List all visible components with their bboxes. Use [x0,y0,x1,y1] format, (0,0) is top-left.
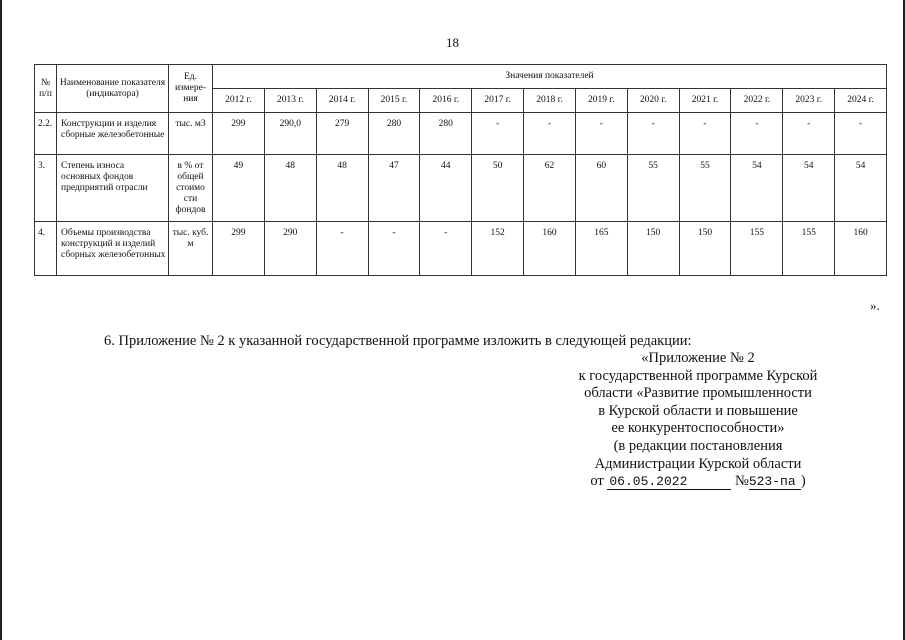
value-cell: 155 [783,222,835,276]
value-cell: 165 [575,222,627,276]
header-year: 2020 г. [627,89,679,113]
appendix-line: к государственной программе Курской [578,367,818,384]
indicators-table [34,64,887,276]
header-year: 2022 г. [731,89,783,113]
value-cell: 290 [264,222,316,276]
value-cell: - [679,113,731,155]
appendix-lines [562,350,834,473]
value-cell: 152 [472,222,524,276]
header-year: 2015 г. [368,89,420,113]
table-row [35,113,887,155]
value-cell: 280 [368,113,420,155]
header-values-group: Значения показателей [213,65,887,89]
unit-cell: в % от общей стоимо сти фондов [169,155,213,222]
value-cell: - [368,222,420,276]
value-cell: 150 [627,222,679,276]
header-name: Наименование показателя (индикатора) [57,65,169,113]
value-cell: 44 [420,155,472,222]
value-cell: - [835,113,887,155]
closing-quote: ». [870,298,880,313]
value-cell: - [472,113,524,155]
header-year: 2023 г. [783,89,835,113]
value-cell: 55 [679,155,731,222]
value-cell: - [575,113,627,155]
appendix-line: (в редакции постановления [613,437,783,454]
appendix-heading [562,350,834,491]
value-cell: - [627,113,679,155]
value-cell: 290,0 [264,113,316,155]
number-prefix: № [734,473,749,490]
row-number: 3. [35,155,57,222]
value-cell: 280 [420,113,472,155]
value-cell: 48 [316,155,368,222]
value-cell: 299 [213,113,265,155]
header-year: 2019 г. [575,89,627,113]
document-date: 06.05.2022 [607,475,731,490]
unit-cell: тыс. куб. м [169,222,213,276]
value-cell: 279 [316,113,368,155]
table-body [35,113,887,276]
close-paren: ) [800,473,806,490]
header-unit: Ед. измере-ния [169,65,213,113]
indicator-name: Объемы производства конструкций и изделий сборных железобетонных [57,222,169,276]
header-year: 2021 г. [679,89,731,113]
row-number: 2.2. [35,113,57,155]
table-row [35,222,887,276]
date-prefix: от [590,473,604,490]
scan-border-left [0,0,2,640]
value-cell: 160 [524,222,576,276]
header-year: 2017 г. [472,89,524,113]
row-number: 4. [35,222,57,276]
appendix-signature-line [562,473,834,491]
header-year: 2016 г. [420,89,472,113]
value-cell: 299 [213,222,265,276]
indicator-name: Конструкции и изделия сборные железобетонные [57,113,169,155]
appendix-line: ее конкурентоспособности» [611,420,785,437]
header-num: № п/п [35,65,57,113]
header-year: 2018 г. [524,89,576,113]
value-cell: 48 [264,155,316,222]
value-cell: 150 [679,222,731,276]
header-year: 2013 г. [264,89,316,113]
appendix-line: Администрации Курской области [594,455,802,472]
value-cell: 54 [731,155,783,222]
value-cell: - [524,113,576,155]
value-cell: 54 [835,155,887,222]
appendix-line: области «Развитие промышленности [584,385,812,402]
paragraph-6: 6. Приложение № 2 к указанной государственной программе изложить в следующей редакции: [104,333,692,349]
value-cell: - [420,222,472,276]
value-cell: - [316,222,368,276]
value-cell: 160 [835,222,887,276]
document-number: 523-па [749,475,801,490]
value-cell: 60 [575,155,627,222]
value-cell: 155 [731,222,783,276]
value-cell: 55 [627,155,679,222]
value-cell: 50 [472,155,524,222]
header-year: 2024 г. [835,89,887,113]
appendix-line: в Курской области и повышение [598,402,798,419]
value-cell: - [731,113,783,155]
appendix-line: «Приложение № 2 [641,350,755,366]
header-year: 2014 г. [316,89,368,113]
unit-cell: тыс. м3 [169,113,213,155]
value-cell: 49 [213,155,265,222]
value-cell: - [783,113,835,155]
header-year: 2012 г. [213,89,265,113]
value-cell: 62 [524,155,576,222]
page-number: 18 [446,35,459,50]
indicator-name: Степень износа основных фондов предприятий отрасли [57,155,169,222]
value-cell: 54 [783,155,835,222]
table-row [35,155,887,222]
value-cell: 47 [368,155,420,222]
